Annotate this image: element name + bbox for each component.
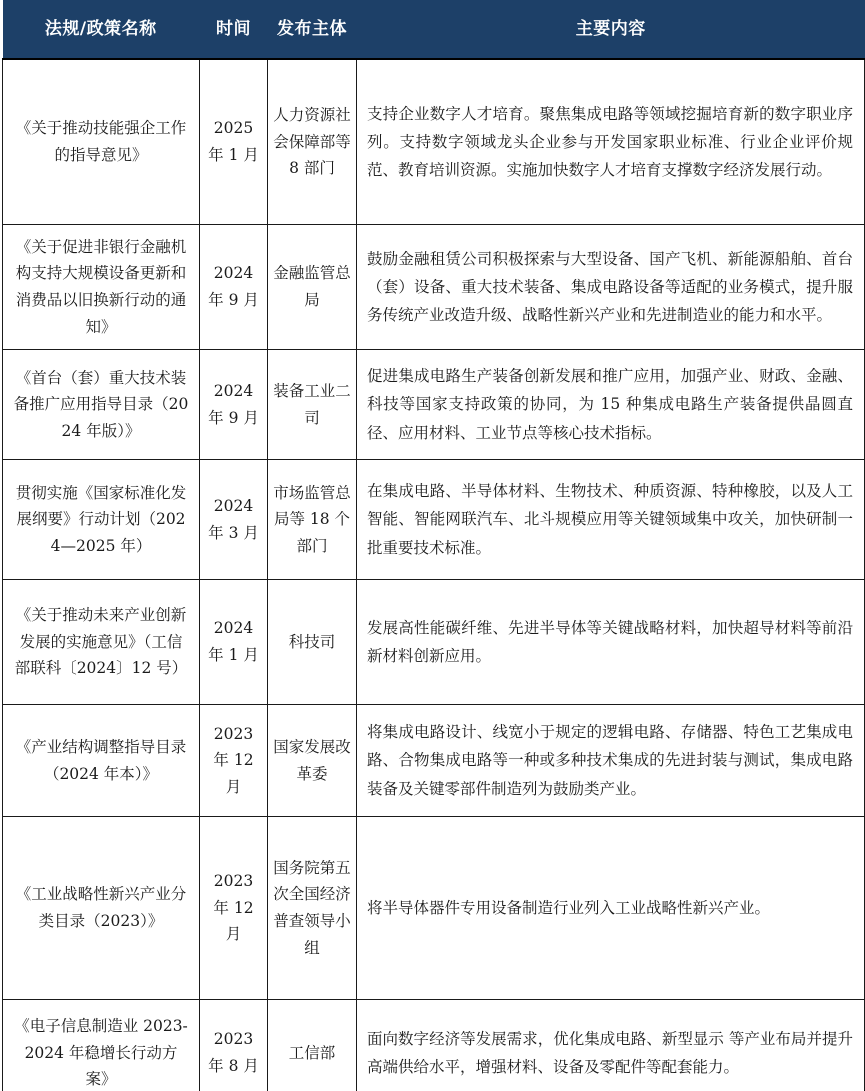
table-row bbox=[3, 59, 865, 225]
header-row bbox=[3, 0, 865, 59]
cell-policy-issuer: 国务院第五次全国经济普查领导小组 bbox=[268, 817, 357, 1000]
cell-policy-content: 促进集成电路生产装备创新发展和推广应用，加强产业、财政、金融、科技等国家支持政策的协同，为 15 种集成电路生产装备提供晶圆直径、应用材料、工业节点等核心技术指标。 bbox=[357, 350, 865, 460]
cell-policy-content: 在集成电路、半导体材料、生物技术、种质资源、特种橡胶，以及人工智能、智能网联汽车、北斗规模应用等关键领域集中攻关，加快研制一批重要技术标准。 bbox=[357, 460, 865, 580]
cell-policy-time: 2024 年 1 月 bbox=[200, 580, 268, 705]
cell-policy-name: 《关于推动技能强企工作的指导意见》 bbox=[3, 59, 200, 225]
cell-policy-name: 《工业战略性新兴产业分类目录（2023）》 bbox=[3, 817, 200, 1000]
table-row bbox=[3, 580, 865, 705]
table-row bbox=[3, 460, 865, 580]
cell-policy-time: 2024 年 9 月 bbox=[200, 225, 268, 350]
cell-policy-issuer: 人力资源社会保障部等 8 部门 bbox=[268, 59, 357, 225]
cell-policy-name: 贯彻实施《国家标准化发展纲要》行动计划（2024—2025 年） bbox=[3, 460, 200, 580]
cell-policy-time: 2024 年 9 月 bbox=[200, 350, 268, 460]
column-header-name: 法规/政策名称 bbox=[3, 0, 200, 59]
table-header bbox=[3, 0, 865, 59]
cell-policy-time: 2024 年 3 月 bbox=[200, 460, 268, 580]
cell-policy-content: 将半导体器件专用设备制造行业列入工业战略性新兴产业。 bbox=[357, 817, 865, 1000]
cell-policy-name: 《电子信息制造业 2023-2024 年稳增长行动方案》 bbox=[3, 1000, 200, 1091]
column-header-content: 主要内容 bbox=[357, 0, 865, 59]
column-header-time: 时间 bbox=[200, 0, 268, 59]
cell-policy-issuer: 市场监管总局等 18 个部门 bbox=[268, 460, 357, 580]
cell-policy-name: 《关于推动未来产业创新发展的实施意见》（工信部联科〔2024〕12 号） bbox=[3, 580, 200, 705]
table-row bbox=[3, 817, 865, 1000]
cell-policy-issuer: 装备工业二司 bbox=[268, 350, 357, 460]
cell-policy-name: 《首台（套）重大技术装备推广应用指导目录（2024 年版）》 bbox=[3, 350, 200, 460]
cell-policy-content: 将集成电路设计、线宽小于规定的逻辑电路、存储器、特色工艺集成电路、合物集成电路等一种或多种技术集成的先进封装与测试，集成电路装备及关键零部件制造列为鼓励类产业。 bbox=[357, 705, 865, 817]
cell-policy-issuer: 科技司 bbox=[268, 580, 357, 705]
table-body bbox=[3, 59, 865, 1091]
table-row bbox=[3, 350, 865, 460]
policy-regulation-table bbox=[2, 0, 865, 1091]
cell-policy-issuer: 国家发展改革委 bbox=[268, 705, 357, 817]
cell-policy-time: 2025 年 1 月 bbox=[200, 59, 268, 225]
cell-policy-time: 2023 年 8 月 bbox=[200, 1000, 268, 1091]
cell-policy-name: 《产业结构调整指导目录（2024 年本）》 bbox=[3, 705, 200, 817]
cell-policy-name: 《关于促进非银行金融机构支持大规模设备更新和消费品以旧换新行动的通知》 bbox=[3, 225, 200, 350]
table-row bbox=[3, 225, 865, 350]
cell-policy-content: 支持企业数字人才培育。聚焦集成电路等领域挖掘培育新的数字职业序列。支持数字领域龙头企业参与开发国家职业标准、行业企业评价规范、教育培训资源。实施加快数字人才培育支撑数字经济发展行动。 bbox=[357, 59, 865, 225]
column-header-issuer: 发布主体 bbox=[268, 0, 357, 59]
cell-policy-content: 发展高性能碳纤维、先进半导体等关键战略材料，加快超导材料等前沿新材料创新应用。 bbox=[357, 580, 865, 705]
cell-policy-content: 面向数字经济等发展需求，优化集成电路、新型显示 等产业布局并提升高端供给水平，增强材料、设备及零配件等配套能力。 bbox=[357, 1000, 865, 1091]
cell-policy-issuer: 工信部 bbox=[268, 1000, 357, 1091]
cell-policy-content: 鼓励金融租赁公司积极探索与大型设备、国产飞机、新能源船舶、首台（套）设备、重大技术装备、集成电路设备等适配的业务模式，提升服务传统产业改造升级、战略性新兴产业和先进制造业的能力和水平。 bbox=[357, 225, 865, 350]
cell-policy-issuer: 金融监管总局 bbox=[268, 225, 357, 350]
cell-policy-time: 2023 年 12 月 bbox=[200, 705, 268, 817]
table-row bbox=[3, 1000, 865, 1091]
cell-policy-time: 2023 年 12 月 bbox=[200, 817, 268, 1000]
table-row bbox=[3, 705, 865, 817]
